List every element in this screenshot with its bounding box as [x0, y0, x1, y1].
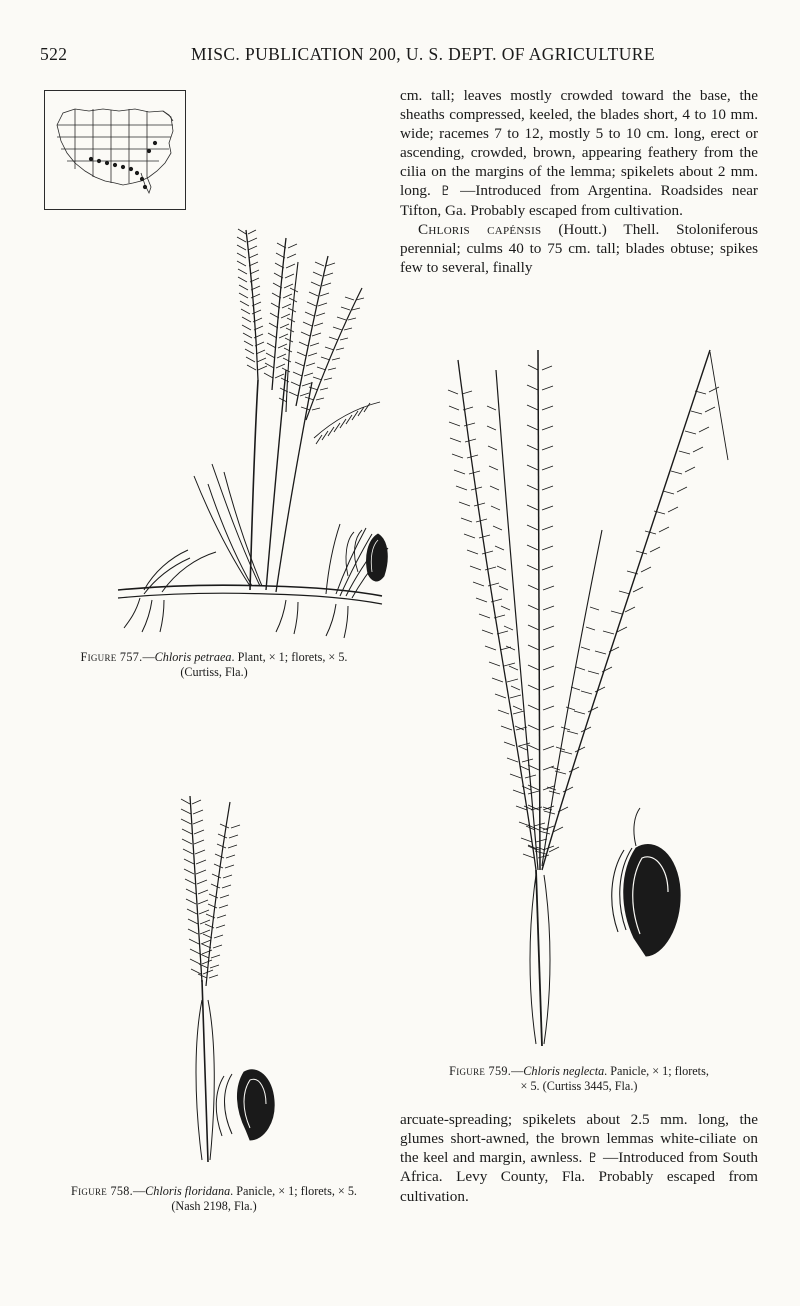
figure-759-detail: . Panicle, × 1; florets,: [604, 1064, 709, 1078]
chloris-petraea-plant-svg: [100, 120, 400, 640]
perennial-symbol-2: ♇: [586, 1151, 599, 1167]
species-entry-capensis: [400, 220, 758, 277]
figure-759-illustration: [410, 330, 750, 1060]
bottom-right-text: [400, 1110, 758, 1206]
figure-758-label: Figure 758.: [71, 1184, 133, 1198]
figure-759-source: × 5. (Curtiss 3445, Fla.): [520, 1078, 638, 1093]
figure-759-species: Chloris neglecta: [523, 1064, 605, 1078]
figure-758-detail: . Panicle, × 1; florets, × 5.: [230, 1184, 357, 1198]
floret-detail-759: [612, 808, 680, 956]
species-description-block: [400, 86, 758, 277]
figure-759-caption: Figure 759.—Chloris neglecta. Panicle, × 1; florets, × 5. (Curtiss 3445, Fla.): [449, 1064, 709, 1093]
figure-758-caption: Figure 758.—Chloris floridana. Panicle, × 1; florets, × 5. (Nash 2198, Fla.): [71, 1184, 357, 1213]
chloris-neglecta-panicle-svg: [410, 330, 750, 1060]
figure-758-source: (Nash 2198, Fla.): [171, 1198, 257, 1213]
figure-757-detail: . Plant, × 1; florets, × 5.: [231, 650, 348, 664]
figure-758-species: Chloris floridana: [145, 1184, 231, 1198]
figure-759-label: Figure 759.: [449, 1064, 512, 1078]
figure-757-source: (Curtiss, Fla.): [180, 664, 248, 679]
paragraph-continuation: cm. tall; leaves mostly crowded toward the base, the sheaths compressed, keeled, the blades short, 4 to 10 mm. wide; racemes 7 to 12, mostly 5 to 10 cm. long, erect or ascending, crowded, brown, appearing feathery from the cilia on the margins of the lemma; spikelets about 2 mm. long. ♇ —Introduced from Argentina. Roadsides near Tifton, Ga. Probably escaped from cultivation.: [400, 87, 758, 219]
right-column-text: [400, 86, 758, 277]
page-header: [40, 44, 760, 65]
figure-757-label: Figure 757.: [80, 650, 143, 664]
species-author: (Houtt.) Thell.: [558, 220, 660, 238]
paragraph-capensis-continued: arcuate-spreading; spikelets about 2.5 mm. long, the glumes short-awned, the brown lemmas white-ciliate on the keel and margin, awnless. ♇ —Introduced from South Africa. Levy County, Fla. Probably escaped from cultivation.: [400, 1111, 759, 1205]
species-description: Stoloniferous perennial; culms 40 to 75 cm. tall; blades obtuse; spikes few to several, finally: [400, 220, 758, 276]
perennial-symbol: ♇: [439, 184, 452, 200]
figure-757-caption: Figure 757.—Chloris petraea. Plant, × 1; florets, × 5. (Curtiss, Fla.): [80, 650, 348, 679]
figure-757-illustration: [100, 120, 400, 640]
figure-757-species: Chloris petraea: [154, 650, 232, 664]
running-head: MISC. PUBLICATION 200, U. S. DEPT. OF AGRICULTURE: [191, 44, 655, 64]
figure-758-illustration: [150, 700, 330, 1170]
chloris-floridana-panicle-svg: [150, 700, 330, 1170]
page-number: 522: [40, 44, 68, 64]
species-name: Chloris capénsis: [418, 220, 542, 238]
floret-detail-758: [216, 1070, 274, 1140]
